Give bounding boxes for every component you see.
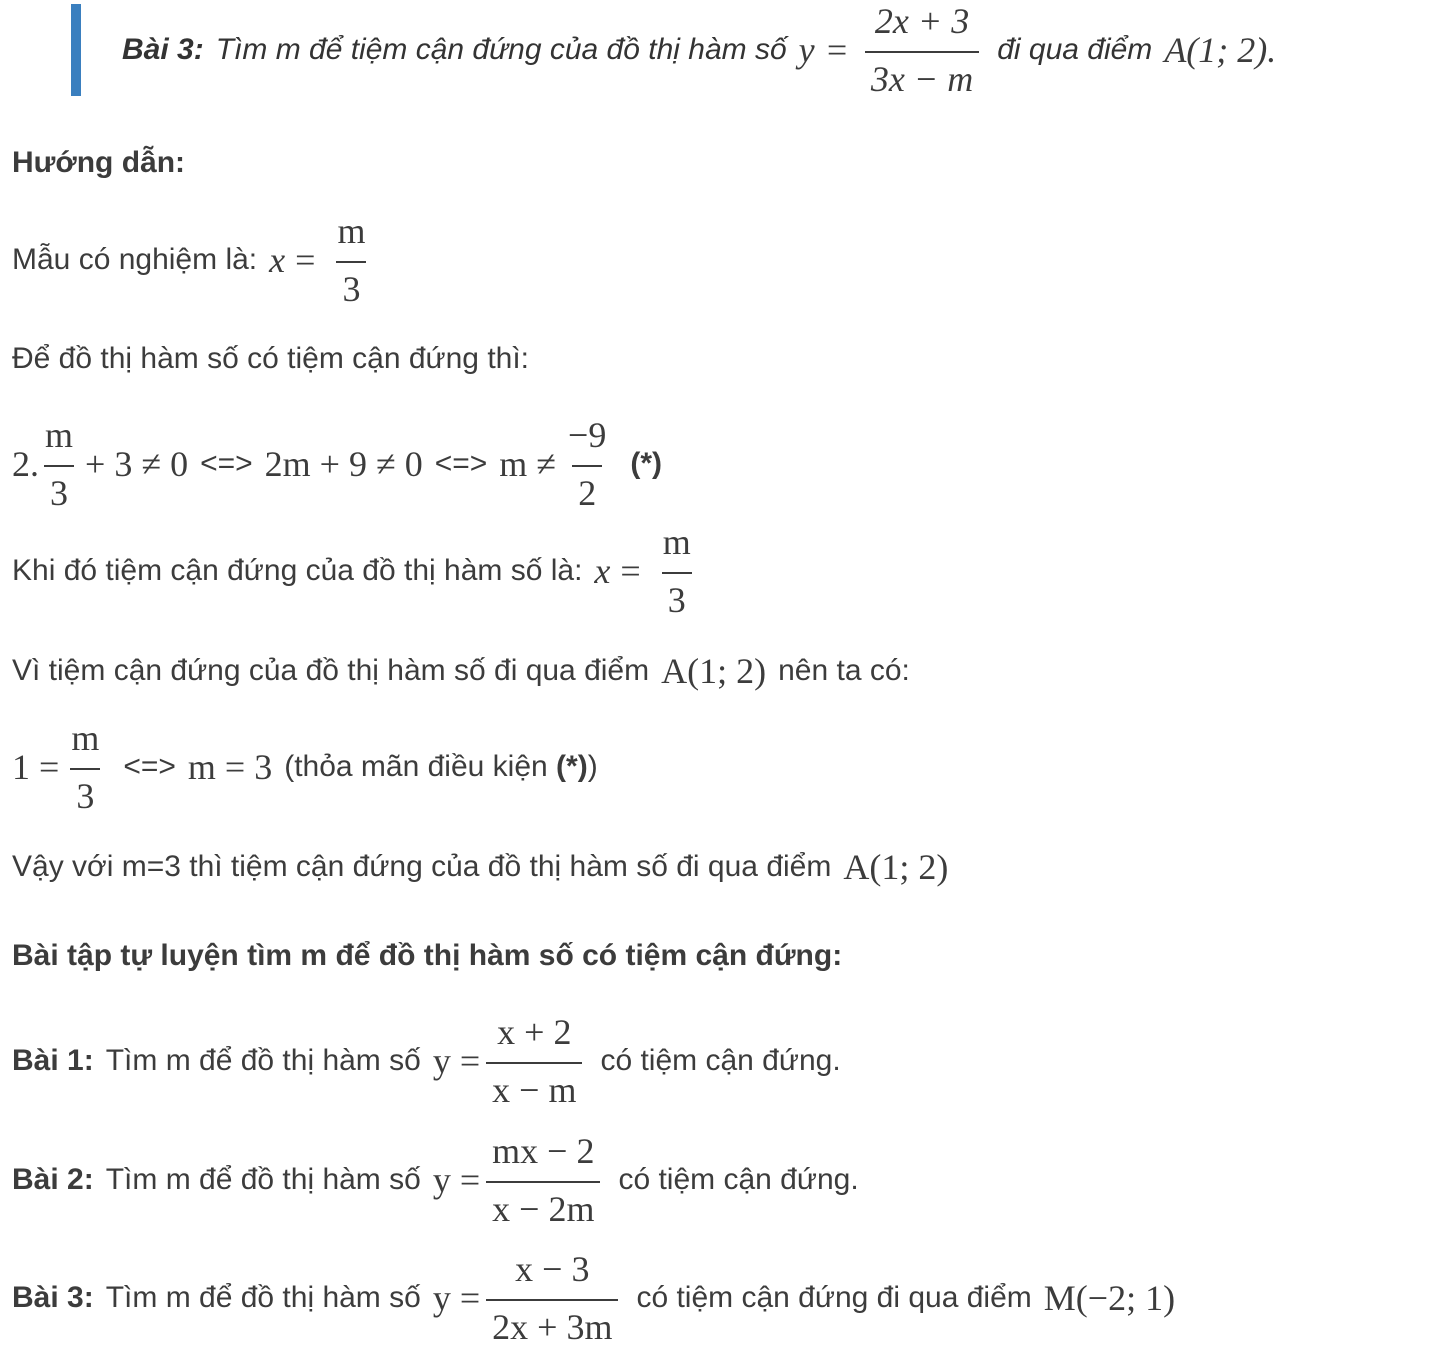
cond-prefix: 2. <box>12 444 39 484</box>
cond-part3: m ≠ <box>499 444 557 484</box>
practice-text: Tìm m để đồ thị hàm số <box>105 1163 421 1196</box>
practice-fraction: $\frac{x - 3}{2x + 3m}$ <box>486 1251 618 1345</box>
callout-func: y = <box>798 30 849 70</box>
cond-arrow2: <=> <box>434 447 488 480</box>
cond-part2: 2m + 9 ≠ 0 <box>264 444 423 484</box>
cond-fraction: $\frac{m}{3}$ <box>45 415 74 513</box>
cond-mark: (*) <box>630 447 662 480</box>
eq-result: m = 3 <box>187 747 273 787</box>
conclusion-point: A(1; 2) <box>843 847 949 887</box>
practice-lhs: y = <box>432 1041 481 1081</box>
practice-after: có tiệm cận đứng. <box>618 1163 859 1196</box>
asym-fraction: $\frac{m}{3}$ <box>662 522 691 620</box>
practice-after: có tiệm cận đứng đi qua điểm <box>636 1281 1032 1314</box>
practice-text: Tìm m để đồ thị hàm số <box>105 1044 421 1077</box>
cond-arrow1: <=> <box>200 447 253 480</box>
pass-text-after: nên ta có: <box>778 654 910 687</box>
eq-lhs: 1 = <box>12 747 60 787</box>
practice-text: Tìm m để đồ thị hàm số <box>105 1281 421 1314</box>
eq-fraction: $\frac{m}{3}$ <box>71 718 100 816</box>
root-lhs: x = <box>269 240 316 280</box>
eq-arrow: <=> <box>123 750 176 783</box>
callout-fraction: $\frac{2x + 3}{3x - m}$ <box>865 3 979 97</box>
practice-label: Bài 2: <box>12 1163 94 1196</box>
practice-lhs: y = <box>432 1160 481 1200</box>
root-fraction: $\frac{m}{3}$ <box>337 211 366 309</box>
callout-label: Bài 3: <box>122 33 204 66</box>
practice-label: Bài 1: <box>12 1044 94 1077</box>
callout-text-after: đi qua điểm <box>997 33 1153 66</box>
cond-fraction2: $\frac{-9}{2}$ <box>568 415 607 513</box>
practice-label: Bài 3: <box>12 1281 94 1314</box>
asym-lhs: x = <box>594 551 641 591</box>
practice-fraction: $\frac{x + 2}{x - m}$ <box>486 1014 582 1108</box>
practice-fraction: $\frac{mx - 2}{x - 2m}$ <box>486 1133 600 1227</box>
practice-point: M(−2; 1) <box>1043 1278 1176 1318</box>
asym-text: Khi đó tiệm cận đứng của đồ thị hàm số là: <box>12 554 583 587</box>
callout-point: A(1; 2). <box>1164 30 1277 70</box>
root-text: Mẫu có nghiệm là: <box>12 243 258 276</box>
eq-note: (thỏa mãn điều kiện (*)) <box>284 750 598 783</box>
callout-text: Tìm m để tiệm cận đứng của đồ thị hàm số <box>215 33 787 66</box>
conclusion-text: Vậy với m=3 thì tiệm cận đứng của đồ thị hàm số đi qua điểm <box>12 850 832 883</box>
practice-after: có tiệm cận đứng. <box>600 1044 841 1077</box>
pass-point: A(1; 2) <box>661 651 767 691</box>
practice-lhs: y = <box>432 1278 481 1318</box>
callout-accent-bar <box>71 4 81 96</box>
cond-part1: + 3 ≠ 0 <box>85 444 189 484</box>
pass-text: Vì tiệm cận đứng của đồ thị hàm số đi qua điểm <box>12 654 650 687</box>
